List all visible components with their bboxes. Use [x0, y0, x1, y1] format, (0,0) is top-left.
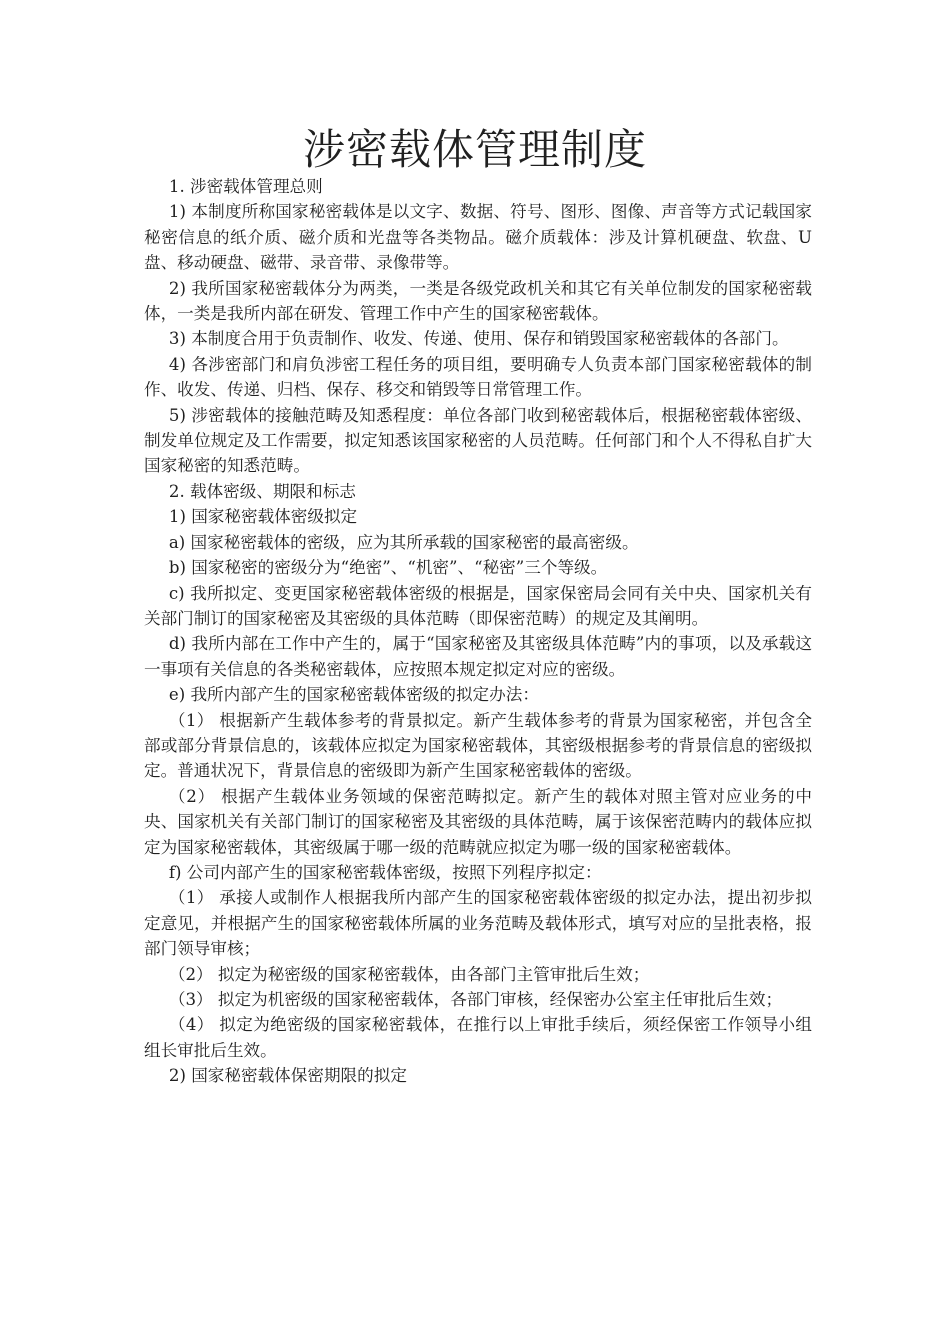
document-title: 涉密载体管理制度 [302, 125, 647, 174]
paragraph: e) 我所内部产生的国家秘密载体密级的拟定办法： [168, 685, 539, 705]
paragraph: a) 国家秘密载体的密级，应为其所承载的国家秘密的最高密级。 [168, 532, 639, 552]
paragraph: 4) 各涉密部门和肩负涉密工程任务的项目组，要明确专人负责本部门国家秘密载体的制作、收发、传递、归档、保存、移交和销毁等日常管理工作。 [144, 354, 812, 400]
section-heading: 1. 涉密载体管理总则 [168, 177, 323, 196]
paragraph: 2) 国家秘密载体保密期限的拟定 [168, 1066, 407, 1086]
paragraph: 3) 本制度合用于负责制作、收发、传递、使用、保存和销毁国家秘密载体的各部门。 [168, 329, 789, 349]
paragraph: 1) 本制度所称国家秘密载体是以文字、数据、符号、图形、图像、声音等方式记载国家秘密信息的纸介质、磁介质和光盘等各类物品。磁介质载体：涉及计算机硬盘、软盘、U 盘、移动硬盘、磁带、录音带、录像带等。 [144, 202, 812, 273]
paragraph: （2） 拟定为秘密级的国家秘密载体，由各部门主管审批后生效； [168, 964, 650, 984]
paragraph: 5) 涉密载体的接触范畴及知悉程度：单位各部门收到秘密载体后，根据秘密载体密级、制发单位规定及工作需要，拟定知悉该国家秘密的人员范畴。任何部门和个人不得私自扩大国家秘密的知悉范畴。 [144, 405, 812, 476]
paragraph: d) 我所内部在工作中产生的，属于“国家秘密及其密级具体范畴”内的事项，以及承载这一事项有关信息的各类秘密载体，应按照本规定拟定对应的密级。 [144, 634, 812, 679]
paragraph: 1) 国家秘密载体密级拟定 [168, 507, 358, 527]
paragraph: （3） 拟定为机密级的国家秘密载体，各部门审核，经保密办公室主任审批后生效； [168, 990, 783, 1009]
paragraph: （1） 承接人或制作人根据我所内部产生的国家秘密载体密级的拟定办法，提出初步拟定意见，并根据产生的国家秘密载体所属的业务范畴及载体形式，填写对应的呈批表格，报部门领导审核； [144, 888, 812, 959]
paragraph: （4） 拟定为绝密级的国家秘密载体，在推行以上审批手续后，须经保密工作领导小组组长审批后生效。 [144, 1015, 812, 1060]
document-body [144, 174, 812, 1089]
paragraph: f) 公司内部产生的国家秘密载体密级，按照下列程序拟定： [168, 862, 602, 882]
paragraph: （2） 根据产生载体业务领域的保密范畴拟定。新产生的载体对照主管对应业务的中央、国家机关有关部门制订的国家秘密及其密级的具体范畴，属于该保密范畴内的载体应拟定为国家秘密载体，其密级属于哪一级的范畴就应拟定为哪一级的国家秘密载体。 [144, 786, 812, 857]
paragraph: b) 国家秘密的密级分为“绝密”、“机密”、“秘密”三个等级。 [168, 558, 608, 578]
paragraph: （1） 根据新产生载体参考的背景拟定。新产生载体参考的背景为国家秘密，并包含全部或部分背景信息的，该载体应拟定为国家秘密载体，其密级根据参考的背景信息的密级拟定。普通状况下，背景信息的密级即为新产生国家秘密载体的密级。 [144, 710, 812, 781]
paragraph: 2) 我所国家秘密载体分为两类，一类是各级党政机关和其它有关单位制发的国家秘密载体，一类是我所内部在研发、管理工作中产生的国家秘密载体。 [144, 278, 812, 324]
paragraph: c) 我所拟定、变更国家秘密载体密级的根据是，国家保密局会同有关中央、国家机关有关部门制订的国家秘密及其密级的具体范畴（即保密范畴）的规定及其阐明。 [144, 583, 812, 628]
section-heading: 2. 载体密级、期限和标志 [168, 481, 356, 501]
